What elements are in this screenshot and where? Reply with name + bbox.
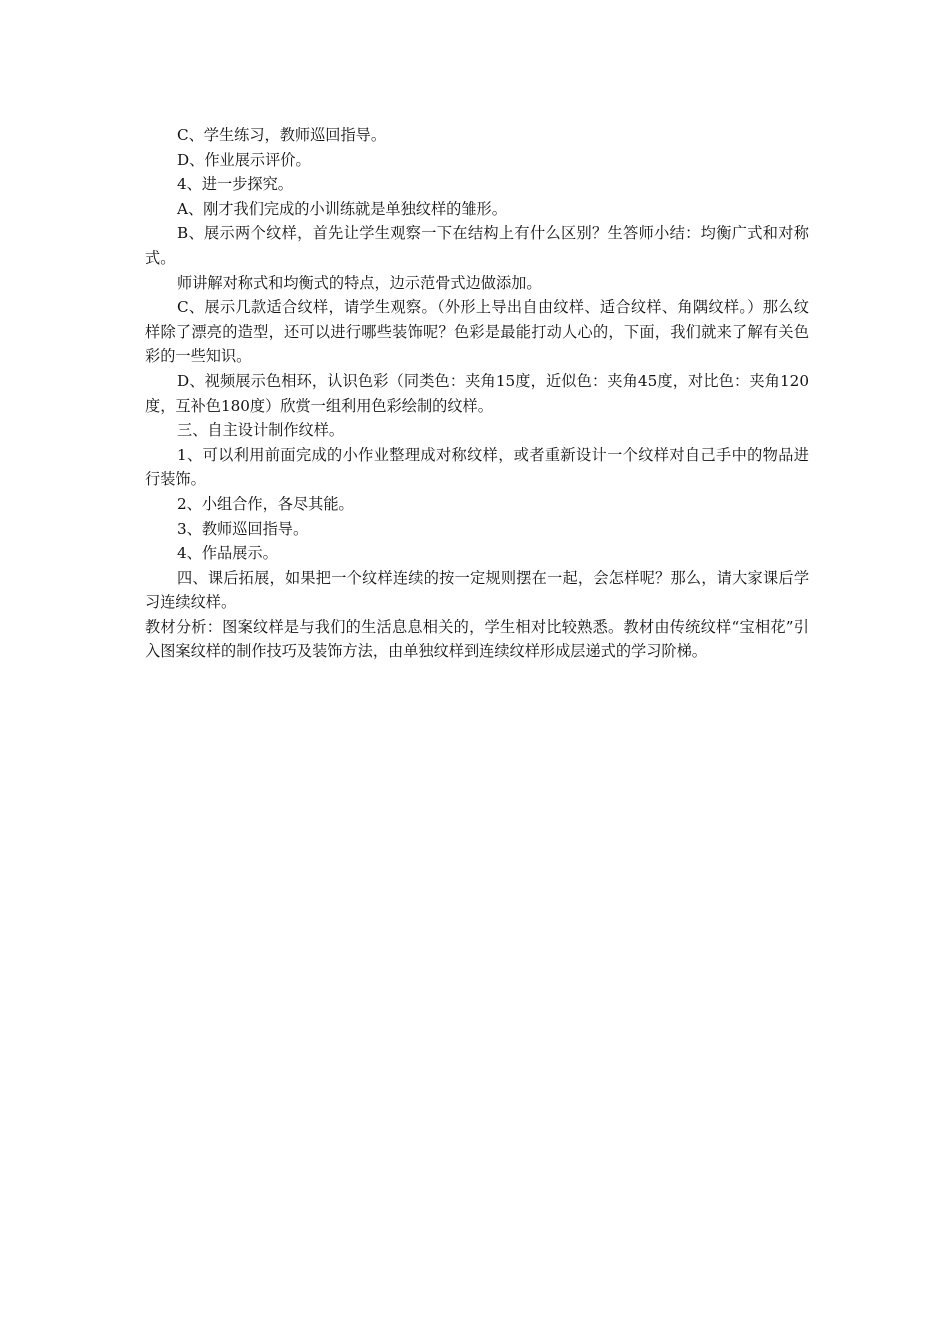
- paragraph-design-step-2: 2、小组合作，各尽其能。: [177, 494, 354, 513]
- paragraph-color-wheel: D、视频展示色相环，认识色彩（同类色：夹角15度，近似色：夹角45度，对比色：夹角120度，互补色180度）欣赏一组利用色彩绘制的纹样。: [145, 371, 809, 415]
- section-heading-design: 三、自主设计制作纹样。: [177, 421, 345, 440]
- paragraph-design-step-3: 3、教师巡回指导。: [177, 519, 309, 538]
- paragraph-homework-display: D、作业展示评价。: [177, 150, 311, 169]
- paragraph-textbook-analysis: 教材分析：图案纹样是与我们的生活息息相关的，学生相对比较熟悉。教材由传统纹样“宝相花”引入图案纹样的制作技巧及装饰方法，由单独纹样到连续纹样形成层递式的学习阶梯。: [145, 617, 809, 661]
- paragraph-design-step-1: 1、可以利用前面完成的小作业整理成对称纹样，或者重新设计一个纹样对自己手中的物品进行装饰。: [145, 445, 809, 489]
- paragraph-design-step-4: 4、作品展示。: [177, 544, 278, 563]
- document-body: [145, 123, 809, 664]
- section-heading-extension: 四、课后拓展，如果把一个纹样连续的按一定规则摆在一起，会怎样呢？那么，请大家课后学习连续纹样。: [145, 568, 809, 612]
- paragraph-practice: C、学生练习，教师巡回指导。: [177, 126, 387, 144]
- paragraph-fitting-patterns: C、展示几款适合纹样，请学生观察。（外形上导出自由纹样、适合纹样、角隅纹样。）那么纹样除了漂亮的造型，还可以进行哪些装饰呢？色彩是最能打动人心的，下面，我们就来了解有关色彩的一些知识。: [145, 298, 809, 366]
- paragraph-single-pattern-prototype: A、刚才我们完成的小训练就是单独纹样的雏形。: [177, 199, 507, 218]
- paragraph-structure-comparison: B、展示两个纹样，首先让学生观察一下在结构上有什么区别？生答师小结：均衡广式和对称式。: [145, 224, 809, 267]
- paragraph-further-inquiry: 4、进一步探究。: [177, 175, 293, 194]
- paragraph-teacher-explanation: 师讲解对称式和均衡式的特点，边示范骨式边做添加。: [177, 273, 542, 292]
